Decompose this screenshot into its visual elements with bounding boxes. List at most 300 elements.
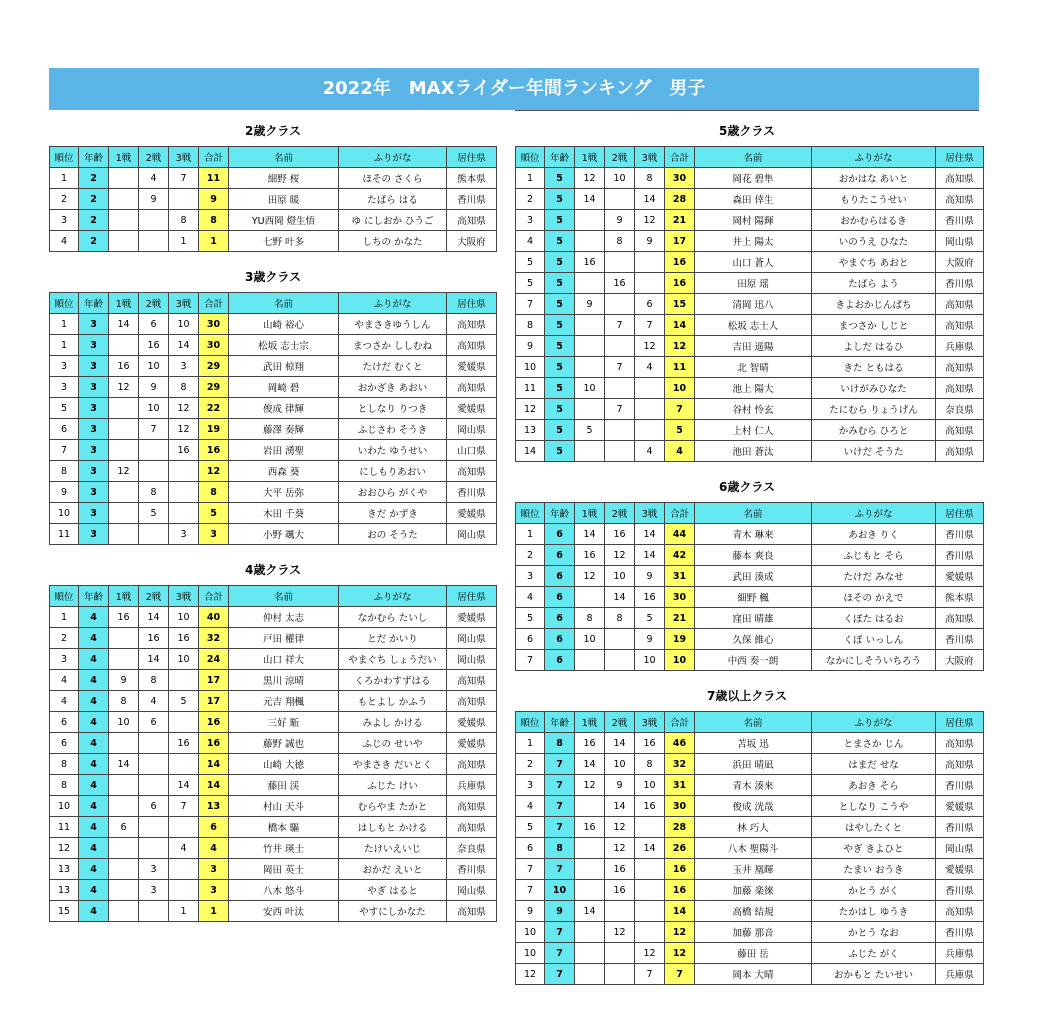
- cell-race3: 4: [635, 441, 665, 462]
- header-race2: 2戦: [605, 712, 635, 733]
- cell-total: 11: [665, 357, 695, 378]
- cell-rank: 12: [516, 964, 545, 985]
- cell-race2: [139, 838, 169, 859]
- cell-total: 15: [665, 294, 695, 315]
- cell-age: 3: [79, 461, 109, 482]
- cell-race3: 5: [169, 691, 199, 712]
- cell-pref: 高知県: [936, 733, 984, 754]
- cell-age: 7: [545, 775, 575, 796]
- cell-rank: 13: [516, 420, 545, 441]
- cell-race3: 14: [169, 775, 199, 796]
- cell-age: 9: [545, 901, 575, 922]
- cell-race2: 8: [605, 608, 635, 629]
- cell-rank: 8: [50, 461, 79, 482]
- cell-race1: 8: [109, 691, 139, 712]
- cell-total: 42: [665, 545, 695, 566]
- cell-name: 浜田 晴凪: [695, 754, 812, 775]
- cell-name: YU西岡 燈生悟: [229, 210, 339, 231]
- cell-rank: 5: [516, 817, 545, 838]
- table-row: [516, 273, 984, 294]
- cell-race3: [635, 901, 665, 922]
- cell-name: 松坂 志士宗: [229, 335, 339, 356]
- cell-age: 7: [545, 859, 575, 880]
- ranking-table: [515, 146, 984, 462]
- cell-pref: 香川県: [936, 210, 984, 231]
- cell-pref: 愛媛県: [447, 503, 497, 524]
- cell-total: 16: [199, 712, 229, 733]
- cell-race3: 16: [635, 733, 665, 754]
- cell-name: 大平 岳弥: [229, 482, 339, 503]
- cell-name: 武田 湊成: [695, 566, 812, 587]
- table-header-row: [50, 293, 497, 314]
- cell-total: 44: [665, 524, 695, 545]
- cell-age: 4: [79, 691, 109, 712]
- cell-total: 8: [199, 210, 229, 231]
- cell-total: 40: [199, 607, 229, 628]
- header-race2: 2戦: [605, 147, 635, 168]
- cell-pref: 高知県: [936, 315, 984, 336]
- cell-total: 13: [199, 796, 229, 817]
- cell-race1: [575, 357, 605, 378]
- ranking-table: [49, 585, 497, 922]
- cell-race1: [575, 796, 605, 817]
- cell-race2: 16: [605, 859, 635, 880]
- cell-rank: 4: [516, 231, 545, 252]
- cell-age: 3: [79, 524, 109, 545]
- cell-pref: 熊本県: [936, 587, 984, 608]
- cell-rank: 1: [50, 607, 79, 628]
- cell-race1: 6: [109, 817, 139, 838]
- cell-rank: 8: [516, 315, 545, 336]
- cell-race1: [109, 649, 139, 670]
- cell-kana: まつさか しじと: [812, 315, 936, 336]
- cell-rank: 1: [516, 524, 545, 545]
- cell-name: 青木 湊來: [695, 775, 812, 796]
- cell-race3: 4: [169, 838, 199, 859]
- table-row: [50, 649, 497, 670]
- header-rank: 順位: [50, 147, 79, 168]
- header-rank: 順位: [516, 147, 545, 168]
- cell-age: 5: [545, 315, 575, 336]
- cell-total: 19: [199, 419, 229, 440]
- cell-pref: 高知県: [447, 691, 497, 712]
- cell-name: 黒川 涼晴: [229, 670, 339, 691]
- cell-total: 17: [199, 670, 229, 691]
- cell-race2: 7: [605, 357, 635, 378]
- cell-race2: 7: [139, 419, 169, 440]
- cell-race3: 12: [635, 336, 665, 357]
- table-row: [50, 231, 497, 252]
- ranking-table: [49, 146, 497, 252]
- header-name: 名前: [695, 712, 812, 733]
- cell-kana: おかはな あいと: [812, 168, 936, 189]
- table-row: [50, 670, 497, 691]
- cell-race3: 10: [169, 649, 199, 670]
- cell-race3: [635, 420, 665, 441]
- cell-kana: きた ともはる: [812, 357, 936, 378]
- cell-age: 3: [79, 482, 109, 503]
- table-row: [516, 545, 984, 566]
- cell-age: 4: [79, 733, 109, 754]
- section-title: 2歳クラス: [245, 124, 301, 138]
- cell-age: 7: [545, 964, 575, 985]
- cell-name: 細野 桜: [229, 168, 339, 189]
- section-title: 5歳クラス: [719, 124, 775, 138]
- cell-race2: 14: [139, 649, 169, 670]
- cell-race2: 14: [605, 796, 635, 817]
- cell-total: 16: [665, 252, 695, 273]
- cell-name: 玉井 凰暉: [695, 859, 812, 880]
- cell-race2: [605, 336, 635, 357]
- cell-race2: 14: [605, 587, 635, 608]
- table-row: [516, 399, 984, 420]
- cell-name: 岡村 陽輝: [695, 210, 812, 231]
- cell-age: 10: [545, 880, 575, 901]
- cell-race1: [575, 231, 605, 252]
- cell-race3: 3: [169, 356, 199, 377]
- cell-name: 武田 椋翔: [229, 356, 339, 377]
- cell-pref: 香川県: [936, 524, 984, 545]
- cell-rank: 1: [516, 733, 545, 754]
- cell-kana: おの そうた: [339, 524, 447, 545]
- cell-race1: 10: [109, 712, 139, 733]
- cell-age: 3: [79, 440, 109, 461]
- cell-race2: 10: [605, 566, 635, 587]
- cell-name: 加藤 楽徠: [695, 880, 812, 901]
- header-pref: 居住県: [447, 586, 497, 607]
- cell-total: 24: [199, 649, 229, 670]
- table-row: [516, 817, 984, 838]
- class-section: [49, 555, 497, 922]
- cell-name: 山崎 大徳: [229, 754, 339, 775]
- cell-age: 5: [545, 357, 575, 378]
- cell-race1: [109, 398, 139, 419]
- table-header-row: [516, 503, 984, 524]
- cell-age: 5: [545, 399, 575, 420]
- cell-total: 32: [199, 628, 229, 649]
- cell-pref: 高知県: [447, 817, 497, 838]
- cell-race1: 12: [109, 461, 139, 482]
- table-row: [516, 231, 984, 252]
- cell-rank: 10: [516, 943, 545, 964]
- cell-race3: 4: [635, 357, 665, 378]
- class-section: [49, 116, 497, 252]
- header-race2: 2戦: [139, 147, 169, 168]
- cell-age: 4: [79, 712, 109, 733]
- cell-race2: 4: [139, 691, 169, 712]
- cell-total: 16: [665, 880, 695, 901]
- table-row: [516, 587, 984, 608]
- cell-rank: 6: [50, 733, 79, 754]
- table-row: [50, 419, 497, 440]
- cell-race3: [169, 859, 199, 880]
- cell-total: 12: [199, 461, 229, 482]
- cell-kana: あおき そら: [812, 775, 936, 796]
- header-age: 年齢: [79, 293, 109, 314]
- cell-name: 岡花 碧隼: [695, 168, 812, 189]
- table-row: [50, 377, 497, 398]
- cell-race3: 10: [635, 775, 665, 796]
- cell-race1: 12: [575, 168, 605, 189]
- cell-pref: 兵庫県: [936, 964, 984, 985]
- cell-total: 8: [199, 482, 229, 503]
- cell-race3: 12: [635, 943, 665, 964]
- header-rank: 順位: [50, 586, 79, 607]
- cell-pref: 奈良県: [447, 838, 497, 859]
- header-total: 合計: [665, 147, 695, 168]
- cell-age: 4: [79, 859, 109, 880]
- cell-pref: 兵庫県: [936, 943, 984, 964]
- cell-total: 3: [199, 524, 229, 545]
- cell-rank: 5: [516, 273, 545, 294]
- header-race1: 1戦: [109, 293, 139, 314]
- cell-race1: 14: [109, 314, 139, 335]
- cell-kana: まつさか ししむね: [339, 335, 447, 356]
- cell-age: 7: [545, 754, 575, 775]
- header-race1: 1戦: [575, 503, 605, 524]
- cell-total: 16: [199, 733, 229, 754]
- table-row: [516, 315, 984, 336]
- cell-race3: 16: [635, 796, 665, 817]
- cell-total: 10: [665, 378, 695, 399]
- cell-race3: 7: [169, 168, 199, 189]
- cell-total: 21: [665, 608, 695, 629]
- cell-name: 上村 仁人: [695, 420, 812, 441]
- cell-total: 12: [665, 943, 695, 964]
- cell-race1: 16: [575, 252, 605, 273]
- cell-pref: 高知県: [447, 210, 497, 231]
- table-row: [516, 210, 984, 231]
- cell-age: 6: [545, 608, 575, 629]
- cell-pref: 岡山県: [936, 838, 984, 859]
- cell-kana: くぼ いっしん: [812, 629, 936, 650]
- cell-race2: [605, 650, 635, 671]
- cell-race3: [169, 817, 199, 838]
- cell-age: 4: [79, 607, 109, 628]
- cell-name: 苫坂 迅: [695, 733, 812, 754]
- table-row: [50, 796, 497, 817]
- header-name: 名前: [695, 147, 812, 168]
- cell-pref: 岡山県: [447, 880, 497, 901]
- cell-rank: 6: [516, 838, 545, 859]
- cell-race3: 8: [635, 754, 665, 775]
- cell-total: 11: [199, 168, 229, 189]
- cell-race2: [605, 901, 635, 922]
- cell-rank: 3: [50, 649, 79, 670]
- table-row: [516, 859, 984, 880]
- header-race1: 1戦: [575, 147, 605, 168]
- cell-kana: たまい おうき: [812, 859, 936, 880]
- cell-pref: 奈良県: [936, 399, 984, 420]
- cell-total: 7: [665, 399, 695, 420]
- cell-kana: おおひら がくや: [339, 482, 447, 503]
- cell-race3: [635, 378, 665, 399]
- cell-race1: [109, 796, 139, 817]
- cell-kana: とだ かいり: [339, 628, 447, 649]
- cell-name: 安西 叶汰: [229, 901, 339, 922]
- cell-name: 藤田 岳: [695, 943, 812, 964]
- header-name: 名前: [229, 147, 339, 168]
- cell-name: 加藤 那音: [695, 922, 812, 943]
- cell-name: 竹井 瑛士: [229, 838, 339, 859]
- cell-kana: とまさか じん: [812, 733, 936, 754]
- cell-race2: [605, 189, 635, 210]
- table-row: [516, 943, 984, 964]
- cell-age: 3: [79, 314, 109, 335]
- cell-age: 3: [79, 398, 109, 419]
- cell-total: 9: [199, 189, 229, 210]
- cell-kana: きだ かずき: [339, 503, 447, 524]
- cell-name: 小野 颯大: [229, 524, 339, 545]
- cell-race1: [575, 922, 605, 943]
- cell-name: 細野 楓: [695, 587, 812, 608]
- table-row: [50, 503, 497, 524]
- cell-race1: [109, 859, 139, 880]
- table-row: [50, 712, 497, 733]
- cell-race2: 16: [139, 628, 169, 649]
- cell-total: 14: [665, 901, 695, 922]
- cell-kana: くぼた はるお: [812, 608, 936, 629]
- cell-race2: 4: [139, 168, 169, 189]
- cell-name: 久保 維心: [695, 629, 812, 650]
- cell-kana: たけだ むくと: [339, 356, 447, 377]
- cell-total: 5: [199, 503, 229, 524]
- cell-name: 木田 千葵: [229, 503, 339, 524]
- cell-name: 山口 蒼人: [695, 252, 812, 273]
- cell-age: 7: [545, 796, 575, 817]
- cell-race1: 16: [109, 607, 139, 628]
- cell-kana: やまぐち しょうだい: [339, 649, 447, 670]
- cell-race2: 10: [605, 754, 635, 775]
- cell-kana: いけがみひなた: [812, 378, 936, 399]
- cell-name: 藤田 渓: [229, 775, 339, 796]
- cell-kana: かとう がく: [812, 880, 936, 901]
- cell-pref: 香川県: [447, 189, 497, 210]
- cell-race1: 14: [575, 754, 605, 775]
- cell-race3: 14: [635, 545, 665, 566]
- cell-race3: [169, 754, 199, 775]
- cell-pref: 香川県: [447, 482, 497, 503]
- cell-total: 10: [665, 650, 695, 671]
- cell-pref: 高知県: [936, 189, 984, 210]
- cell-rank: 1: [50, 335, 79, 356]
- cell-pref: 高知県: [936, 441, 984, 462]
- cell-kana: やすにしかなた: [339, 901, 447, 922]
- cell-race1: [575, 880, 605, 901]
- cell-rank: 1: [50, 314, 79, 335]
- cell-age: 5: [545, 252, 575, 273]
- cell-pref: 兵庫県: [447, 775, 497, 796]
- cell-pref: 愛媛県: [447, 356, 497, 377]
- cell-name: 清岡 迅八: [695, 294, 812, 315]
- cell-race3: [169, 880, 199, 901]
- cell-race1: [109, 524, 139, 545]
- header-kana: ふりがな: [812, 147, 936, 168]
- cell-pref: 高知県: [447, 314, 497, 335]
- cell-pref: 香川県: [936, 775, 984, 796]
- cell-pref: 香川県: [936, 545, 984, 566]
- cell-name: 森田 倖生: [695, 189, 812, 210]
- cell-race3: [635, 273, 665, 294]
- cell-race1: [109, 901, 139, 922]
- cell-rank: 11: [516, 378, 545, 399]
- cell-race2: 6: [139, 796, 169, 817]
- header-rank: 順位: [50, 293, 79, 314]
- cell-kana: たけだ みなせ: [812, 566, 936, 587]
- cell-race2: 12: [605, 545, 635, 566]
- table-row: [516, 357, 984, 378]
- cell-rank: 15: [50, 901, 79, 922]
- cell-race1: [109, 503, 139, 524]
- cell-kana: やぎ はると: [339, 880, 447, 901]
- cell-kana: ふじもと そら: [812, 545, 936, 566]
- cell-age: 6: [545, 629, 575, 650]
- cell-age: 5: [545, 273, 575, 294]
- cell-rank: 6: [50, 712, 79, 733]
- table-row: [50, 398, 497, 419]
- cell-race1: [575, 964, 605, 985]
- cell-kana: ほその さくら: [339, 168, 447, 189]
- table-row: [50, 817, 497, 838]
- cell-race2: 5: [139, 503, 169, 524]
- cell-name: 高橋 結規: [695, 901, 812, 922]
- cell-pref: 大阪府: [936, 252, 984, 273]
- cell-total: 30: [665, 168, 695, 189]
- cell-pref: 高知県: [447, 670, 497, 691]
- cell-rank: 9: [516, 336, 545, 357]
- cell-pref: 高知県: [936, 294, 984, 315]
- table-row: [516, 964, 984, 985]
- cell-race2: [605, 252, 635, 273]
- cell-kana: くろかわすずはる: [339, 670, 447, 691]
- cell-kana: おかだ えいと: [339, 859, 447, 880]
- cell-race3: 9: [635, 231, 665, 252]
- cell-race2: 12: [605, 838, 635, 859]
- header-race1: 1戦: [575, 712, 605, 733]
- cell-kana: ほその かえで: [812, 587, 936, 608]
- cell-race1: [109, 231, 139, 252]
- cell-race1: [109, 168, 139, 189]
- header-pref: 居住県: [936, 503, 984, 524]
- cell-name: 村山 天斗: [229, 796, 339, 817]
- cell-total: 4: [665, 441, 695, 462]
- table-row: [50, 461, 497, 482]
- cell-pref: 高知県: [447, 796, 497, 817]
- table-row: [516, 880, 984, 901]
- cell-kana: たかはし ゆうき: [812, 901, 936, 922]
- cell-pref: 熊本県: [447, 168, 497, 189]
- cell-rank: 3: [516, 566, 545, 587]
- header-race3: 3戦: [169, 586, 199, 607]
- cell-total: 29: [199, 377, 229, 398]
- header-kana: ふりがな: [339, 586, 447, 607]
- cell-total: 30: [665, 796, 695, 817]
- cell-rank: 1: [50, 168, 79, 189]
- table-row: [516, 608, 984, 629]
- cell-pref: 愛媛県: [447, 398, 497, 419]
- cell-kana: もとよし かふう: [339, 691, 447, 712]
- cell-race2: 16: [605, 273, 635, 294]
- cell-name: 藤本 爽良: [695, 545, 812, 566]
- cell-total: 1: [199, 231, 229, 252]
- cell-total: 6: [199, 817, 229, 838]
- cell-race3: 14: [635, 838, 665, 859]
- cell-pref: 高知県: [447, 901, 497, 922]
- cell-race2: 10: [139, 398, 169, 419]
- cell-race1: 16: [575, 817, 605, 838]
- table-row: [50, 314, 497, 335]
- cell-kana: にしもりあおい: [339, 461, 447, 482]
